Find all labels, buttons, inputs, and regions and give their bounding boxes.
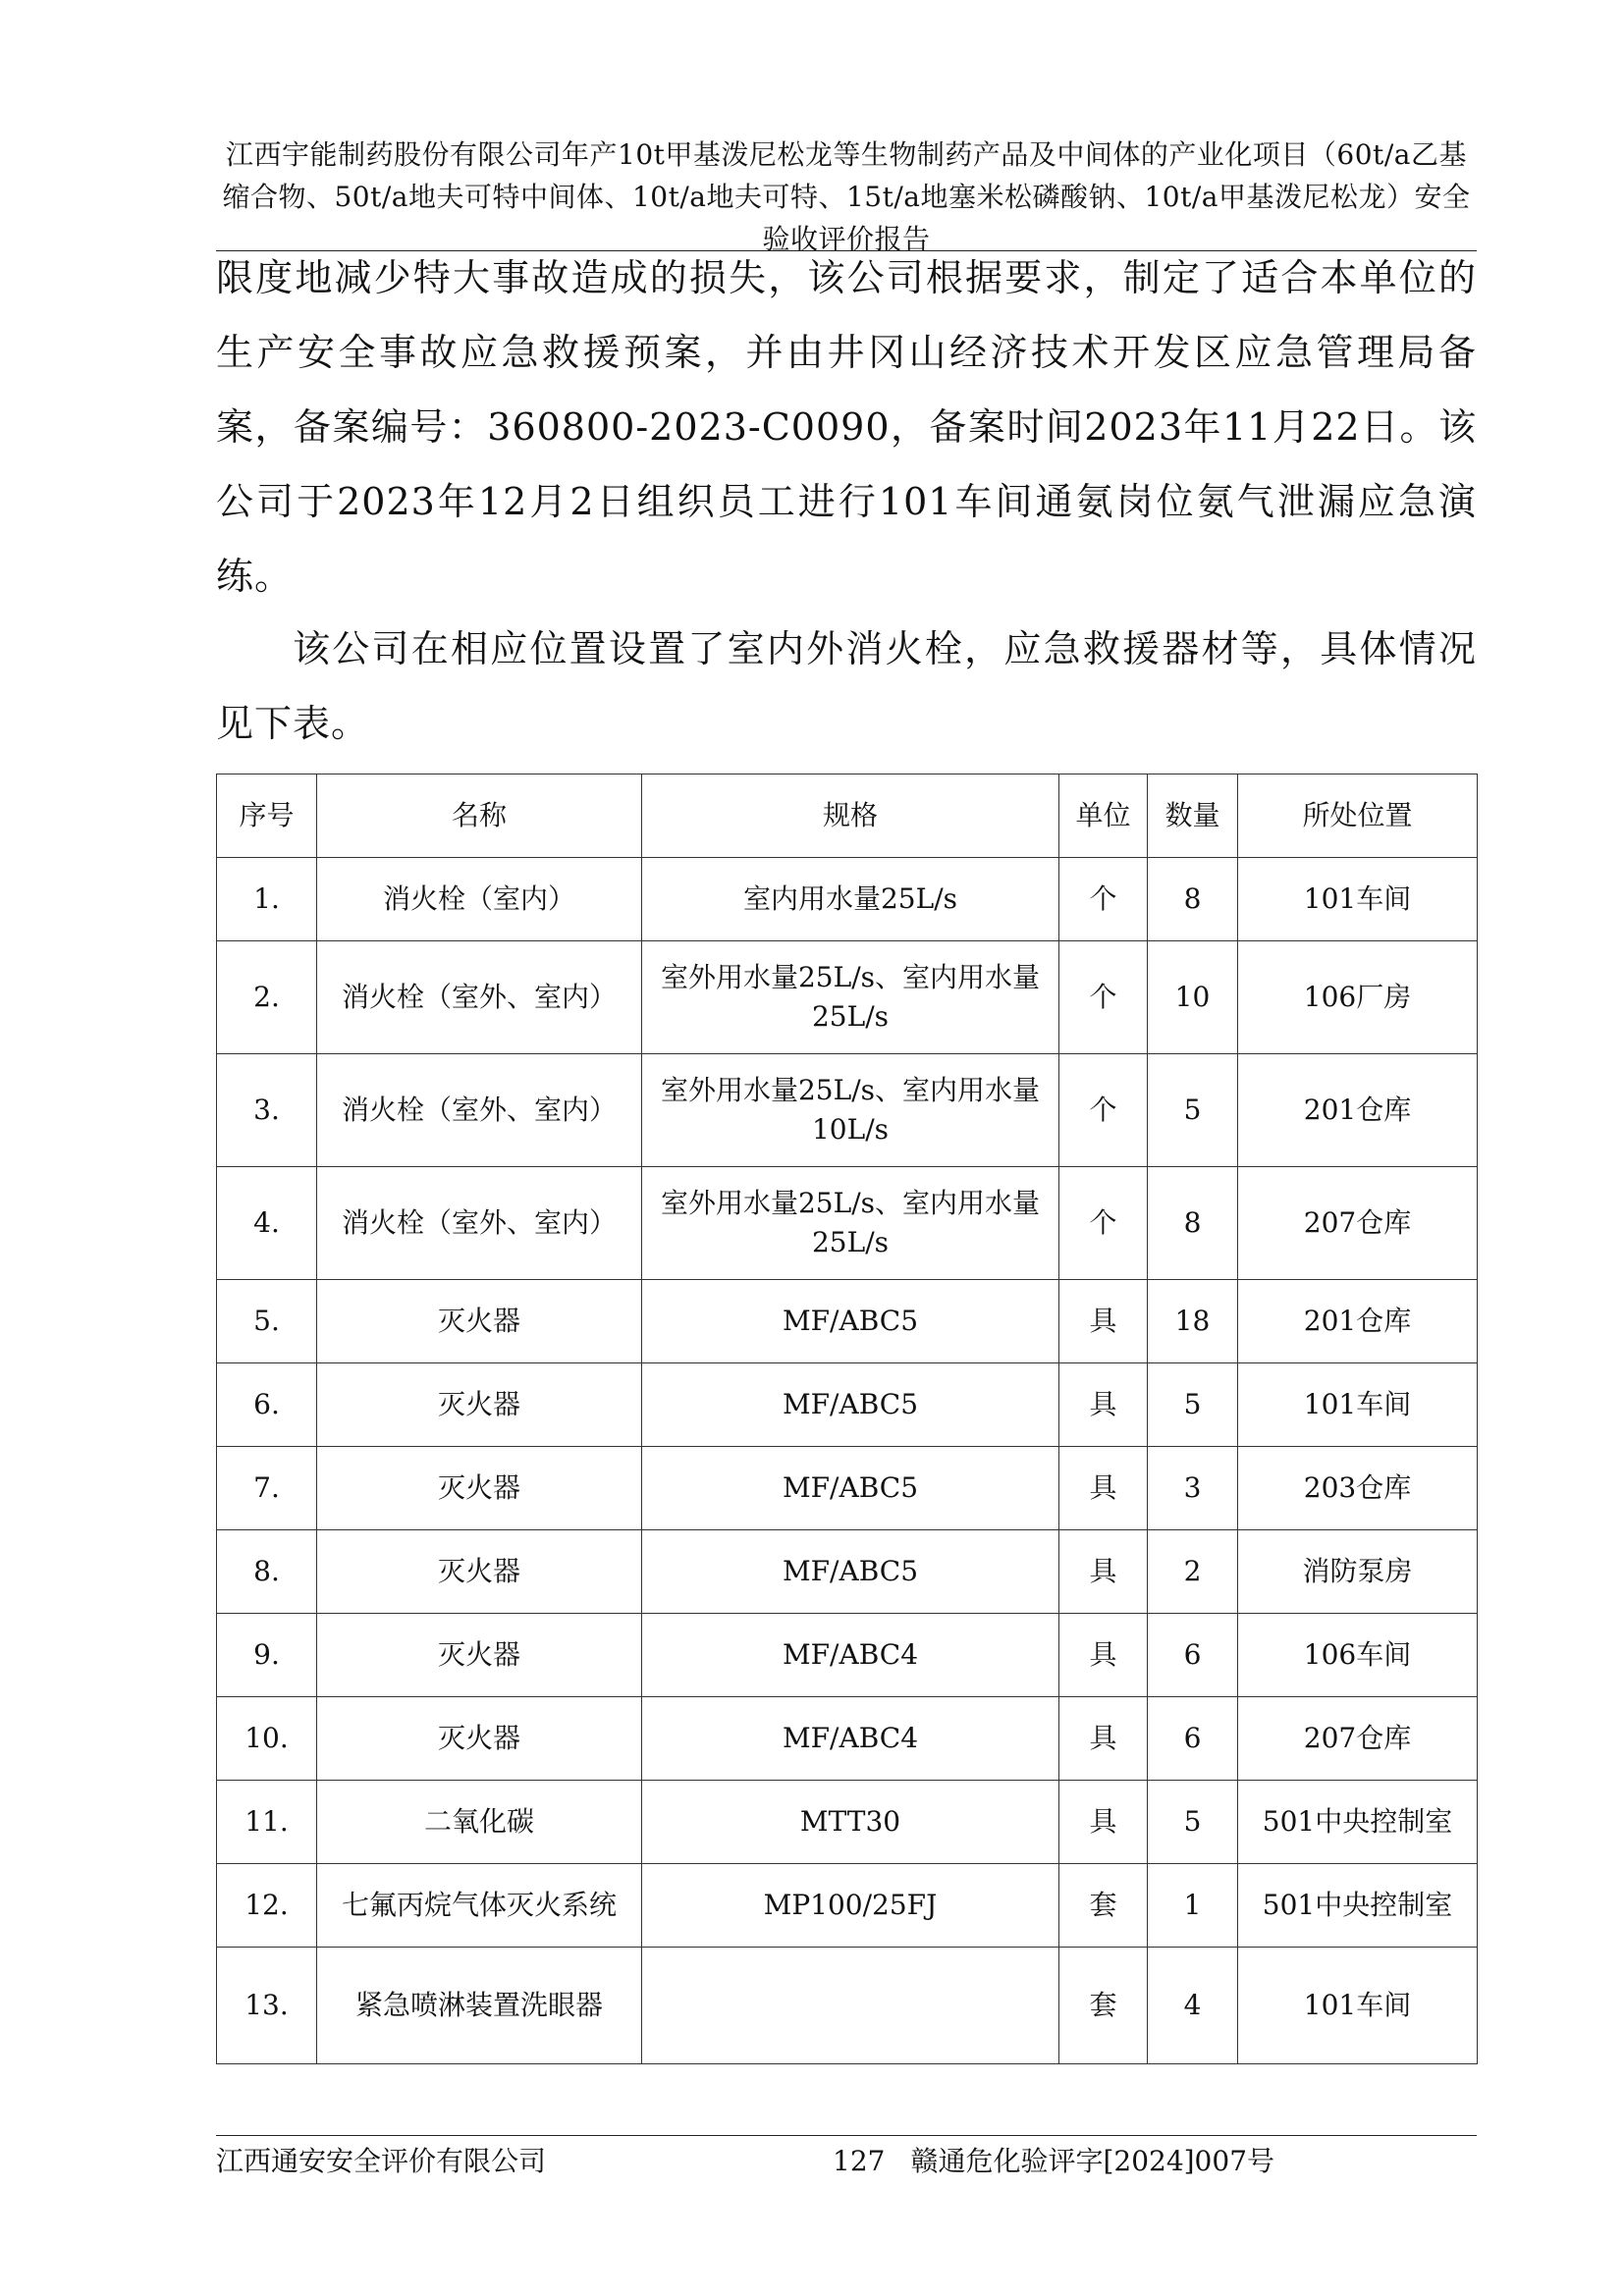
cell-qty: 8 [1148,1167,1238,1280]
cell-no: 10. [217,1697,317,1781]
table-row [217,941,1478,1054]
cell-name: 消火栓（室外、室内） [317,1167,642,1280]
cell-spec: MF/ABC5 [642,1447,1059,1530]
header-location: 所处位置 [1238,774,1478,858]
cell-spec: 室外用水量25L/s、室内用水量10L/s [642,1054,1059,1167]
cell-location: 101车间 [1238,1363,1478,1447]
cell-qty: 1 [1148,1864,1238,1948]
cell-unit: 套 [1059,1948,1148,2064]
cell-name: 灭火器 [317,1697,642,1781]
cell-no: 7. [217,1447,317,1530]
cell-location: 201仓库 [1238,1054,1478,1167]
cell-unit: 具 [1059,1781,1148,1864]
cell-name: 七氟丙烷气体灭火系统 [317,1864,642,1948]
cell-name: 二氧化碳 [317,1781,642,1864]
header-unit: 单位 [1059,774,1148,858]
table-row [217,1530,1478,1614]
cell-qty: 6 [1148,1697,1238,1781]
cell-unit: 具 [1059,1614,1148,1697]
cell-no: 8. [217,1530,317,1614]
cell-spec: MTT30 [642,1781,1059,1864]
table-row [217,1781,1478,1864]
cell-spec: MF/ABC4 [642,1614,1059,1697]
cell-location: 201仓库 [1238,1280,1478,1363]
cell-location: 106车间 [1238,1614,1478,1697]
footer-divider [216,2135,1477,2136]
cell-name: 灭火器 [317,1447,642,1530]
body-paragraph-1: 限度地减少特大事故造成的损失，该公司根据要求，制定了适合本单位的生产安全事故应急救援预案，并由井冈山经济技术开发区应急管理局备案，备案编号：360800-2023-C0090，备案时间2023年11月22日。该公司于2023年12月2日组织员工进行101车间通氨岗位氨气泄漏应急演练。 [216,256,1477,598]
table-header-row [217,774,1478,858]
cell-spec: 室外用水量25L/s、室内用水量25L/s [642,1167,1059,1280]
table-row [217,1614,1478,1697]
cell-no: 4. [217,1167,317,1280]
cell-no: 6. [217,1363,317,1447]
cell-name: 紧急喷淋装置洗眼器 [317,1948,642,2064]
cell-spec: MF/ABC4 [642,1697,1059,1781]
cell-name: 灭火器 [317,1280,642,1363]
cell-spec: 室外用水量25L/s、室内用水量25L/s [642,941,1059,1054]
cell-location: 207仓库 [1238,1697,1478,1781]
cell-qty: 2 [1148,1530,1238,1614]
page-number: 127 [833,2145,886,2177]
cell-location: 101车间 [1238,1948,1478,2064]
cell-location: 101车间 [1238,858,1478,941]
cell-unit: 个 [1059,1167,1148,1280]
cell-qty: 4 [1148,1948,1238,2064]
header-qty: 数量 [1148,774,1238,858]
header-name: 名称 [317,774,642,858]
cell-unit: 个 [1059,1054,1148,1167]
table-row [217,858,1478,941]
cell-name: 灭火器 [317,1363,642,1447]
cell-no: 12. [217,1864,317,1948]
cell-spec: MP100/25FJ [642,1864,1059,1948]
cell-spec: MF/ABC5 [642,1363,1059,1447]
cell-unit: 套 [1059,1864,1148,1948]
cell-location: 207仓库 [1238,1167,1478,1280]
cell-qty: 6 [1148,1614,1238,1697]
cell-spec: 室内用水量25L/s [642,858,1059,941]
cell-unit: 具 [1059,1447,1148,1530]
table-row [217,1864,1478,1948]
table-row [217,1447,1478,1530]
header-spec: 规格 [642,774,1059,858]
cell-no: 5. [217,1280,317,1363]
table-row [217,1363,1478,1447]
cell-qty: 8 [1148,858,1238,941]
cell-name: 消火栓（室内） [317,858,642,941]
cell-unit: 个 [1059,858,1148,941]
header-no: 序号 [217,774,317,858]
cell-unit: 具 [1059,1530,1148,1614]
cell-qty: 3 [1148,1447,1238,1530]
cell-qty: 5 [1148,1363,1238,1447]
cell-unit: 具 [1059,1363,1148,1447]
footer-info [833,2142,1274,2181]
cell-location: 501中央控制室 [1238,1864,1478,1948]
cell-qty: 10 [1148,941,1238,1054]
table-row [217,1280,1478,1363]
cell-no: 9. [217,1614,317,1697]
table-row [217,1948,1478,2064]
cell-name: 灭火器 [317,1614,642,1697]
page-header-title: 江西宇能制药股份有限公司年产10t甲基泼尼松龙等生物制药产品及中间体的产业化项目（60t/a乙基缩合物、50t/a地夫可特中间体、10t/a地夫可特、15t/a地塞米松磷酸钠、10t/a甲基泼尼松龙）安全验收评价报告 [222,138,1471,255]
body-paragraph-2: 该公司在相应位置设置了室内外消火栓，应急救援器材等，具体情况见下表。 [216,627,1477,745]
cell-qty: 5 [1148,1781,1238,1864]
cell-no: 1. [217,858,317,941]
table-row [217,1697,1478,1781]
cell-location: 203仓库 [1238,1447,1478,1530]
cell-name: 消火栓（室外、室内） [317,941,642,1054]
table-row [217,1167,1478,1280]
cell-unit: 个 [1059,941,1148,1054]
document-number: 赣通危化验评字[2024]007号 [910,2145,1275,2177]
cell-qty: 5 [1148,1054,1238,1167]
table-row [217,1054,1478,1167]
cell-unit: 具 [1059,1280,1148,1363]
cell-location: 106厂房 [1238,941,1478,1054]
cell-spec [642,1948,1059,2064]
equipment-table [216,774,1478,2064]
cell-spec: MF/ABC5 [642,1530,1059,1614]
cell-unit: 具 [1059,1697,1148,1781]
cell-location: 消防泵房 [1238,1530,1478,1614]
footer-company: 江西通安安全评价有限公司 [216,2145,547,2177]
cell-spec: MF/ABC5 [642,1280,1059,1363]
cell-no: 11. [217,1781,317,1864]
cell-no: 13. [217,1948,317,2064]
cell-no: 3. [217,1054,317,1167]
cell-qty: 18 [1148,1280,1238,1363]
cell-location: 501中央控制室 [1238,1781,1478,1864]
cell-name: 消火栓（室外、室内） [317,1054,642,1167]
cell-no: 2. [217,941,317,1054]
cell-name: 灭火器 [317,1530,642,1614]
